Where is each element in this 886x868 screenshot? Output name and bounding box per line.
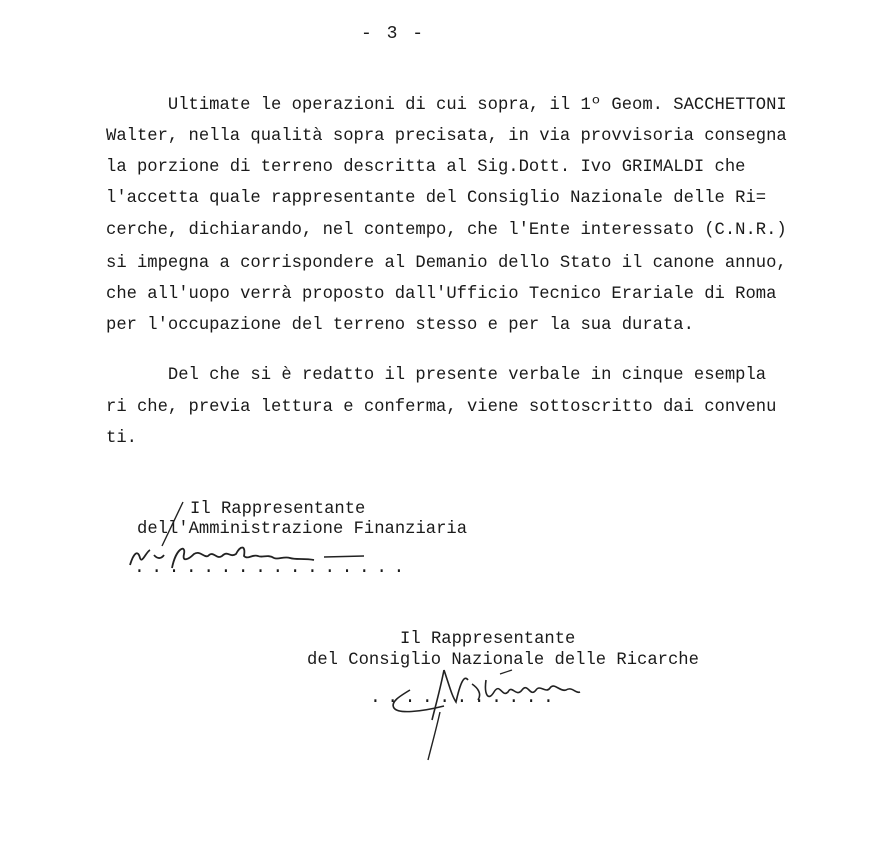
text-line: per l'occupazione del terreno stesso e per la sua durata. — [106, 316, 694, 335]
page-number: - 3 - — [360, 24, 425, 44]
text-line: Ultimate le operazioni di cui sopra, il 1º Geom. SACCHETTONI — [106, 96, 787, 115]
text-line: Walter, nella qualità sopra precisata, in via provvisoria consegna — [106, 127, 787, 146]
signature-title: Il Rappresentante — [190, 500, 366, 519]
signature-dotted-line: ........... — [370, 688, 561, 708]
signature-title: Il Rappresentante — [400, 630, 576, 649]
text-line: ti. — [106, 429, 137, 448]
text-line: si impegna a corrispondere al Demanio dello Stato il canone annuo, — [106, 254, 787, 273]
text-line: la porzione di terreno descritta al Sig.Dott. Ivo GRIMALDI che — [106, 158, 746, 177]
signature-office: del Consiglio Nazionale delle Ricarche — [307, 651, 699, 670]
text-line: l'accetta quale rappresentante del Consiglio Nazionale delle Ri= — [106, 189, 767, 208]
signature-office: dell'Amministrazione Finanziaria — [137, 520, 468, 539]
signature-dotted-line: ................ — [134, 558, 411, 578]
text-line: che all'uopo verrà proposto dall'Ufficio Tecnico Erariale di Roma — [106, 285, 777, 304]
text-line: Del che si è redatto il presente verbale in cinque esempla — [106, 366, 767, 385]
text-line: cerche, dichiarando, nel contempo, che l'Ente interessato (C.N.R.) — [106, 221, 787, 240]
text-line: ri che, previa lettura e conferma, viene sottoscritto dai convenu — [106, 398, 777, 417]
